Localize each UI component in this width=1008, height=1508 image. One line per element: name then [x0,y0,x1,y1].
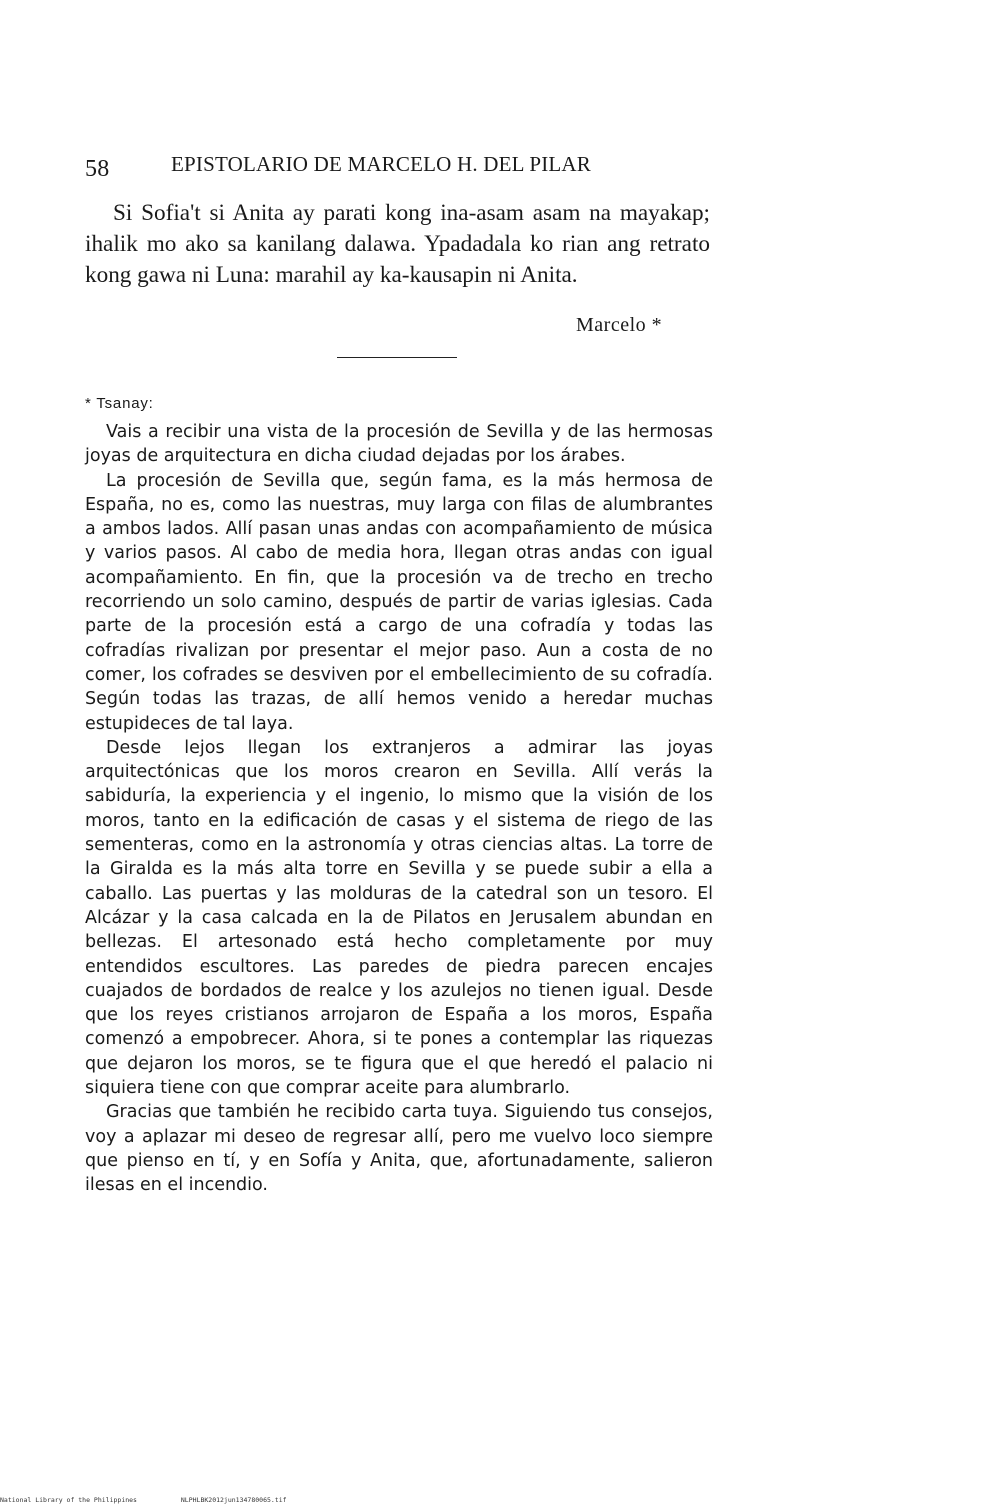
file-id: NLPHLBK2012jun134780065.tif [180,1496,287,1504]
translation-body [85,420,713,1198]
page-number: 58 [85,156,110,182]
page-header [85,152,725,184]
translation-paragraph: Gracias que también he recibido carta tuya. Siguiendo tus consejos, voy a aplazar mi deseo de regresar allí, pero me vuelvo loco siempre que pienso en tí, y en Sofía y Anita, que, afortunadamente, salieron ilesas en el incendio. [85,1102,713,1196]
running-head: EPISTOLARIO DE MARCELO H. DEL PILAR [171,152,591,176]
section-divider [337,357,457,358]
translation-paragraph: Vais a recibir una vista de la procesión de Sevilla y de las hermosas joyas de arquitectura en dicha ciudad dejadas por los árabes. [85,422,713,467]
translation-paragraph: Desde lejos llegan los extranjeros a admirar las joyas arquitectónicas que los moros crearon en Sevilla. Allí verás la sabiduría, la experiencia y el ingenio, lo mismo que la visión de los moros, tanto en la edificación de casas y el sistema de riego de las sementeras, como en la astronomía y otras ciencias altas. La torre de la Giralda es la más alta torre en Sevilla y se puede subir a ella a caballo. Las puertas y las molduras de la catedral son un tesoro. El Alcázar y la casa calcada en la de Pilatos en Jerusalem abundan en bellezas. El artesonado está hecho completamente por muy entendidos escultores. Las paredes de piedra parecen encajes cuajados de bordados de realce y los azulejos no tienen igual. Desde que los reyes cristianos arrojaron de España a los moros, España comenzó a empobrecer. Ahora, si te pones a contemplar las riquezas que dejaron los moros, se te figura que el que heredó el palacio ni siquiera tiene con que comprar aceite para alumbrarlo. [85,737,713,1099]
library-credit: National Library of the Philippines [0,1496,137,1504]
scan-footer [0,1496,327,1504]
letter-body: Si Sofia't si Anita ay parati kong ina-asam asam na mayakap; ihalik mo ako sa kanilang dalawa. Ypadadala ko rian ang retrato kong gawa ni Luna: marahil ay ka-kausapin ni Anita. [85,200,710,288]
translation-title: * Tsanay: [85,395,154,412]
signature: Marcelo * [576,314,663,336]
translation-paragraph: La procesión de Sevilla que, según fama, es la más hermosa de España, no es, como las nuestras, muy larga con filas de alumbrantes a ambos lados. Allí pasan unas andas con acompañamiento de música y varios pasos. Al cabo de media hora, llegan otras andas con igual acompañamiento. En fin, que la procesión va de trecho en trecho recorriendo un solo camino, después de partir de varias iglesias. Cada parte de la procesión está a cargo de una cofradía y todas las cofradías rivalizan por presentar el mejor paso. Aun a costa de no comer, los cofrades se desviven por el embellecimiento de su cofradía. Según todas las trazas, de allí hemos venido a heredar muchas estupideces de tal laya. [85,470,713,734]
